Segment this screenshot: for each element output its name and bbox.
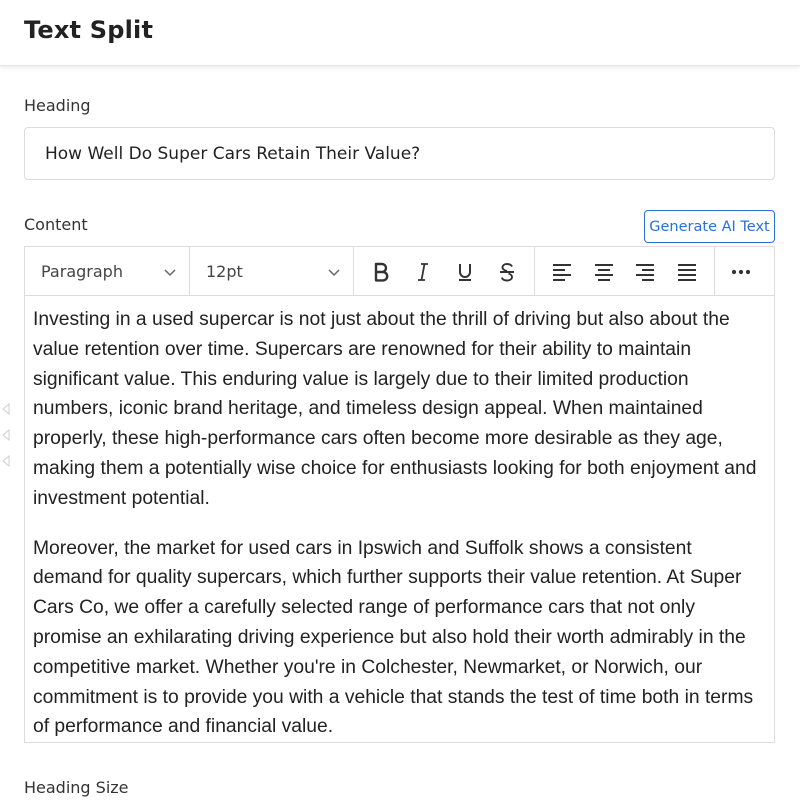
content-label: Content [24,215,88,234]
align-center-icon [593,261,615,283]
align-justify-button[interactable] [671,256,703,288]
triangle-left-icon [1,429,11,441]
italic-icon [412,261,434,283]
italic-button[interactable] [407,256,439,288]
rich-text-editor [24,246,775,743]
heading-label: Heading [24,96,91,115]
generate-ai-text-button[interactable]: Generate AI Text [644,210,775,243]
bold-icon [370,261,392,283]
more-icon [730,261,752,283]
more-button[interactable] [725,256,757,288]
font-size-select[interactable] [190,247,354,296]
strikethrough-button[interactable] [491,256,523,288]
editor-content[interactable] [25,297,774,742]
alignment-group [535,247,715,296]
app-header [0,0,800,66]
align-right-button[interactable] [629,256,661,288]
more-group [715,247,767,296]
align-left-button[interactable] [546,256,578,288]
triangle-left-icon [1,403,11,415]
bold-button[interactable] [365,256,397,288]
triangle-left-icon [1,455,11,467]
align-right-icon [634,261,656,283]
align-justify-icon [676,261,698,283]
block-format-select[interactable] [25,247,190,296]
align-left-icon [551,261,573,283]
chevron-down-icon [327,265,341,279]
heading-input[interactable] [24,127,775,180]
format-group [354,247,535,296]
align-center-button[interactable] [588,256,620,288]
underline-button[interactable] [449,256,481,288]
content-paragraph: Moreover, the market for used cars in Ipswich and Suffolk shows a consistent demand for quality supercars, which further supports their value retention. At Super Cars Co, we offer a carefully selected range of performance cars that not only promise an exhilarating driving experience but also hold their worth admirably in the competitive market. Whether you're in Colchester, Newmarket, or Norwich, our commitment is to provide you with a vehicle that stands the test of time both in terms of performance and financial value. [33,537,754,738]
chevron-down-icon [163,265,177,279]
content-paragraph: Investing in a used supercar is not just about the thrill of driving but also about the value retention over time. Supercars are renowned for their ability to maintain significant value. This enduring value is largely due to their limited production numbers, iconic brand heritage, and timeless design appeal. When maintained properly, these high-performance cars often become more desirable as they age, making them a potentially wise choice for enthusiasts looking for both enjoyment and investment potential. [33,309,757,509]
editor-toolbar [25,247,774,296]
strikethrough-icon [496,261,518,283]
font-size-value: 12pt [206,262,243,281]
heading-size-label: Heading Size [24,778,129,797]
block-format-value: Paragraph [41,262,123,281]
page-title: Text Split [24,16,154,44]
underline-icon [454,261,476,283]
side-handle[interactable] [1,403,11,469]
